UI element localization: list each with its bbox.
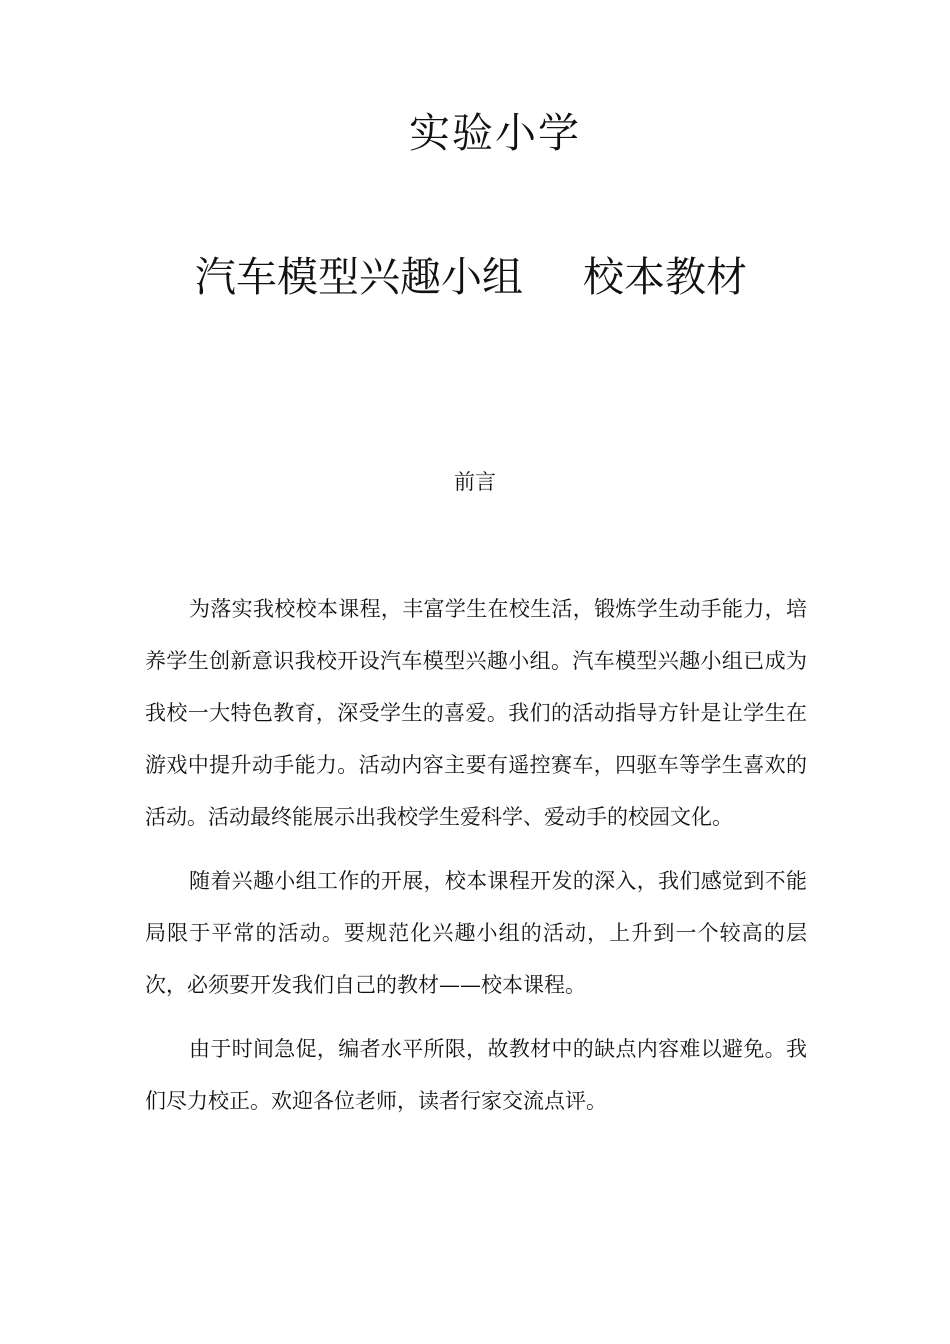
book-title-part1: 汽车模型兴趣小组 <box>195 253 523 301</box>
paragraph-3: 由于时间急促，编者水平所限，故教材中的缺点内容难以避免。我们尽力校正。欢迎各位老师，读者行家交流点评。 <box>145 1037 807 1113</box>
paragraph-2: 随着兴趣小组工作的开展，校本课程开发的深入，我们感觉到不能局限于平常的活动。要规范化兴趣小组的活动，上升到一个较高的层次，必须要开发我们自己的教材——校本课程。 <box>145 869 807 997</box>
book-title-part2: 校本教材 <box>583 253 747 301</box>
school-name: 实验小学 <box>409 109 581 157</box>
paragraph-1: 为落实我校校本课程，丰富学生在校生活，锻炼学生动手能力，培养学生创新意识我校开设汽车模型兴趣小组。汽车模型兴趣小组已成为我校一大特色教育，深受学生的喜爱。我们的活动指导方针是让学生在游戏中提升动手能力。活动内容主要有遥控赛车，四驱车等学生喜欢的活动。活动最终能展示出我校学生爱科学、爱动手的校园文化。 <box>145 597 807 829</box>
book-title <box>195 250 747 304</box>
preface-body <box>145 583 807 1139</box>
preface-heading: 前言 <box>454 470 496 494</box>
